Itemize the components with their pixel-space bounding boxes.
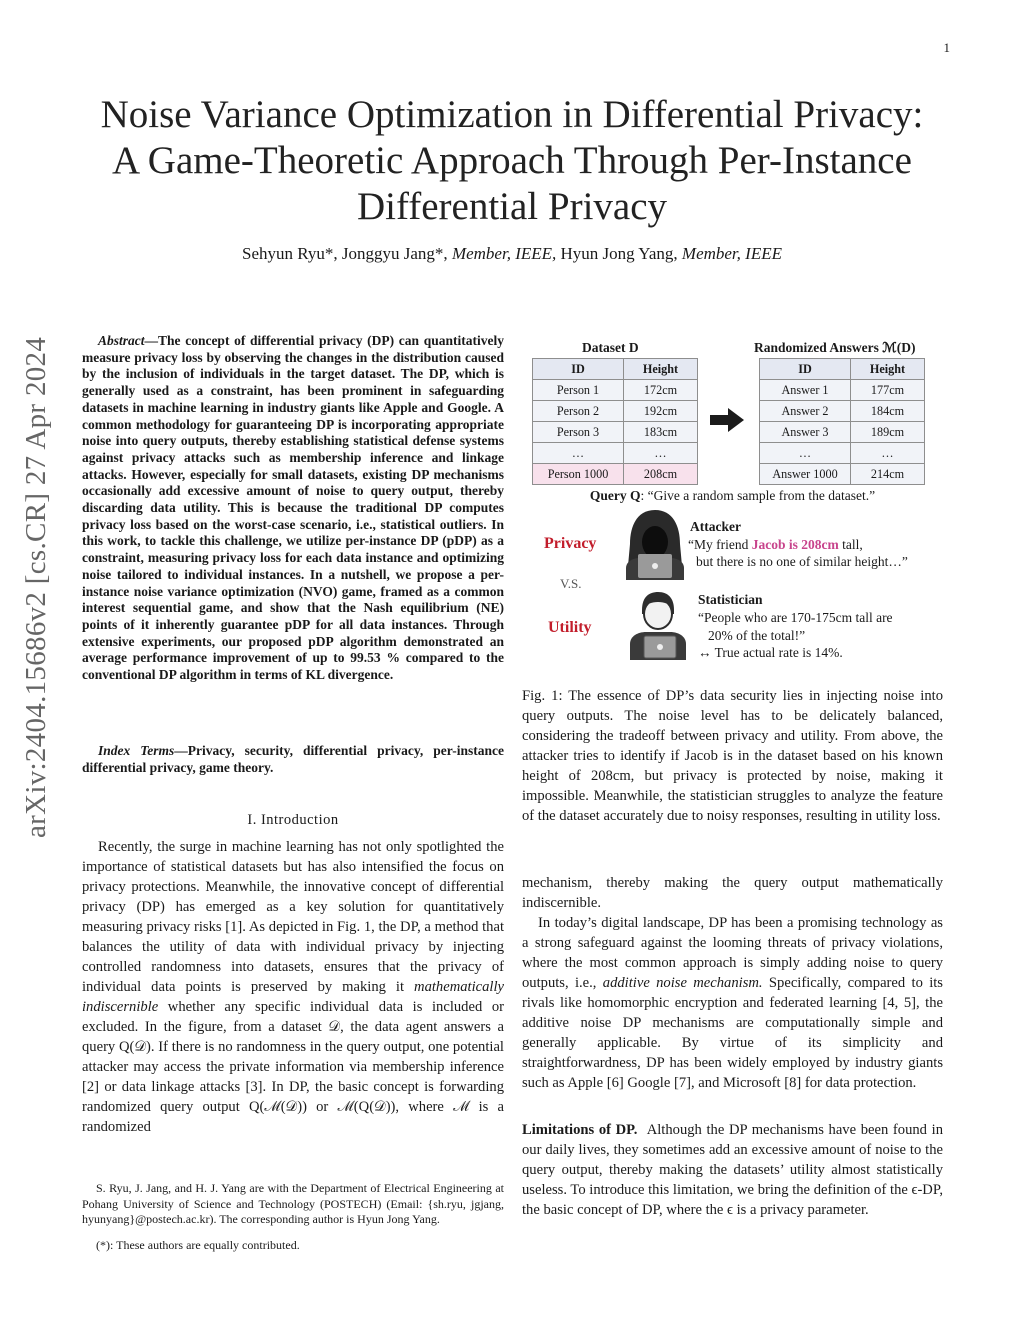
- statistician-quote-line: “People who are 170-175cm tall are: [698, 610, 893, 625]
- table-cell: Person 2: [533, 401, 624, 422]
- dataset-label: [582, 340, 639, 356]
- query-quote: : “Give a random sample from the dataset.”: [640, 488, 876, 503]
- table-row: [760, 464, 925, 485]
- table-row: [760, 443, 925, 464]
- table-row: [760, 380, 925, 401]
- randomized-label: [754, 340, 915, 356]
- intro-text: whether any specific individual data is included or excluded. In the figure, from a dataset 𝒟, the data agent answers a query Q(𝒟). If there is no randomness in the query output, one potential attacker may access the private information via membership inference [2] or data linkage attacks [3]. In DP, the basic concept is forwarding randomized query output Q(ℳ(𝒟)) or ℳ(Q(𝒟)), where ℳ is a randomized: [82, 999, 504, 1135]
- page-number: 1: [943, 40, 950, 55]
- table-row: [760, 422, 925, 443]
- attacker-quote-text: tall,: [842, 537, 863, 552]
- author-names: Hyun Jong Yang,: [560, 244, 678, 263]
- table-cell: Answer 1: [760, 380, 851, 401]
- attacker-quote-line: but there is no one of similar height…”: [696, 554, 908, 569]
- table-cell: Person 1: [533, 380, 624, 401]
- title-line: Differential Privacy: [356, 185, 668, 228]
- table-cell: Person 3: [533, 422, 624, 443]
- query-label: Query Q: [589, 488, 641, 503]
- utility-label: Utility: [548, 619, 592, 636]
- right-text: In today’s digital landscape, DP has been a promising technology as a strong safeguard against the looming threats of privacy violations, where the most common approach is simply adding noise to query outputs, i.e.,: [522, 915, 943, 991]
- randomized-label-text: Randomized Answers ℳ(D): [754, 340, 916, 355]
- arxiv-watermark: arXiv:2404.15686v2 [cs.CR] 27 Apr 2024: [20, 336, 52, 838]
- index-terms: [82, 743, 504, 776]
- table-cell: Answer 1000: [760, 464, 851, 485]
- table-cell: Answer 3: [760, 422, 851, 443]
- attacker-title: Attacker: [690, 519, 741, 534]
- footnote-equal: (*): These authors are equally contributed.: [96, 1238, 300, 1252]
- table-cell: 189cm: [851, 422, 925, 443]
- attacker-quote: [688, 536, 908, 570]
- title-line: A Game-Theoretic Approach Through Per-Instance: [112, 139, 912, 182]
- title-line: Noise Variance Optimization in Differential Privacy:: [100, 93, 924, 136]
- right-emphasis: additive noise mechanism.: [602, 975, 763, 991]
- dataset-label-text: Dataset D: [582, 340, 639, 355]
- table-row: [533, 401, 698, 422]
- table-cell: 172cm: [624, 380, 698, 401]
- table-cell: …: [533, 443, 624, 464]
- author-membership: Member, IEEE,: [451, 244, 557, 263]
- randomized-table: [759, 358, 925, 485]
- footnote: S. Ryu, J. Jang, and H. J. Yang are with the Department of Electrical Engineering at Pohang University of Science and Technology (POSTECH) (Email: {sh.ryu, jgjang, hyunyang}@postech.ac.kr). The corresponding author is Hyun Jong Yang.: [82, 1181, 504, 1226]
- table-cell: Answer 2: [760, 401, 851, 422]
- statistician-quote: [698, 609, 893, 662]
- abstract-text: —The concept of differential privacy (DP) can quantitatively measure privacy loss by observing the changes in the distribution caused by the inclusion of individuals in the target dataset. The DP, which is generally used as a constraint, has been prominent in safeguarding datasets in machine learning in industry giants like Apple and Google. A common methodology for guaranteeing DP is incorporating appropriate noise into query outputs, thereby establishing statistical defense systems against privacy attacks such as membership inference and linkage attacks. However, especially for small datasets, existing DP mechanisms occasionally add excessive amount of noise to query output, thereby discarding data utility. This is because the traditional DP computes privacy loss based on the worst-case scenario, i.e., statistical outliers. In this work, to tackle this challenge, we utilize per-instance DP (pDP) as a constraint, measuring privacy loss for each data instance and optimizing noise tailored to individual instances. In a nutshell, we propose a per-instance noise variance optimization (NVO) game, framed as a common interest sequential game, and show that the Nash equilibrium (NE) points of it inherently guarantee pDP for all data instances. Through extensive experiments, our proposed pDP algorithm demonstrated an average performance improvement of up to 99.53 % compared to the conventional DP algorithm in terms of KL divergence.: [82, 333, 504, 683]
- table-header: ID: [760, 359, 851, 380]
- table-cell: …: [760, 443, 851, 464]
- statistician-title: Statistician: [698, 592, 763, 607]
- index-terms-text: —Privacy, security, differential privacy, per-instance differential privacy, game theory.: [82, 743, 504, 775]
- table-cell: 184cm: [851, 401, 925, 422]
- table-row: [533, 380, 698, 401]
- table-row: [760, 401, 925, 422]
- limitations-text: Although the DP mechanisms have been found in our daily lives, they sometimes add an excessive amount of noise to the query output, thereby making the datasets’ utility almost statistically useless. To introduce this limitation, we bring the definition of the ϵ-DP, the basic concept of DP, where the ϵ is a privacy parameter.: [522, 1122, 943, 1218]
- table-cell: 177cm: [851, 380, 925, 401]
- dataset-table: [532, 358, 698, 485]
- table-row: [533, 464, 698, 485]
- attacker-highlight: Jacob is 208cm: [751, 537, 839, 552]
- table-cell: 208cm: [624, 464, 698, 485]
- query-text: [522, 488, 943, 504]
- arrow-right-icon: [710, 408, 744, 432]
- table-header: Height: [624, 359, 698, 380]
- paper-title: [60, 92, 964, 230]
- limitations-heading: Limitations of DP.: [522, 1122, 638, 1138]
- privacy-label: Privacy: [544, 535, 597, 552]
- abstract-label: Abstract: [98, 333, 145, 348]
- statistician-quote-line: ↔ True actual rate is 14%.: [698, 645, 843, 660]
- table-cell: …: [851, 443, 925, 464]
- table-row: [533, 422, 698, 443]
- table-header: Height: [851, 359, 925, 380]
- vs-label: V.S.: [560, 576, 582, 591]
- hooded-attacker-icon: [622, 508, 688, 580]
- section-heading: I. Introduction: [247, 812, 339, 828]
- author-names: Sehyun Ryu*, Jonggyu Jang*,: [242, 244, 448, 263]
- index-terms-label: Index Terms: [98, 743, 175, 758]
- abstract: [82, 333, 504, 684]
- right-text: Specifically, compared to its rivals like homomorphic encryption and federated learning [4, 5], the additive noise DP mechanisms are computationally simple and generally applicable. By virtue of its simplicity and straightforwardness, DP has been widely employed by industry giants such as Apple [6] Google [7], and Microsoft [8] for data protection.: [522, 975, 943, 1091]
- limitations-paragraph: [522, 1120, 943, 1220]
- table-header: ID: [533, 359, 624, 380]
- table-cell: Person 1000: [533, 464, 624, 485]
- statistician-icon: [624, 588, 690, 660]
- figure-1: [522, 338, 943, 678]
- attacker-quote-text: “My friend: [688, 537, 749, 552]
- table-row: [533, 443, 698, 464]
- intro-emphasis: mathematically indiscernible: [82, 979, 505, 1015]
- right-paragraph: [522, 913, 943, 1093]
- right-paragraph: mechanism, thereby making the query output mathematically indiscernible.: [522, 875, 943, 911]
- table-cell: 192cm: [624, 401, 698, 422]
- table-cell: …: [624, 443, 698, 464]
- table-cell: 183cm: [624, 422, 698, 443]
- statistician-quote-line: 20% of the total!”: [708, 627, 806, 643]
- figure-caption: Fig. 1: The essence of DP’s data security lies in injecting noise into query outputs. The noise level has to be delicately balanced, considering the tradeoff between privacy and utility. From above, the attacker tries to identify if Jacob is in the dataset based on his known height of 208cm, but privacy is protected by noise, making it impossible. Meanwhile, the statistician struggles to analyze the feature of the dataset accurately due to noisy responses, resulting in utility loss.: [522, 688, 943, 824]
- author-list: [60, 244, 964, 264]
- intro-paragraph: [82, 837, 504, 1137]
- intro-text: Recently, the surge in machine learning has not only spotlighted the importance of statistical datasets but has also intensified the focus on privacy protections. Meanwhile, the innovative concept of differential privacy (DP) has emerged as a key solution for quantitatively measuring privacy risks [1]. As depicted in Fig. 1, the DP, a method that balances the utility of data with individual privacy by injecting controlled randomness into datasets, ensures that the privacy of individual data points is preserved by making it: [82, 839, 504, 995]
- table-cell: 214cm: [851, 464, 925, 485]
- author-membership: Member, IEEE: [681, 244, 782, 263]
